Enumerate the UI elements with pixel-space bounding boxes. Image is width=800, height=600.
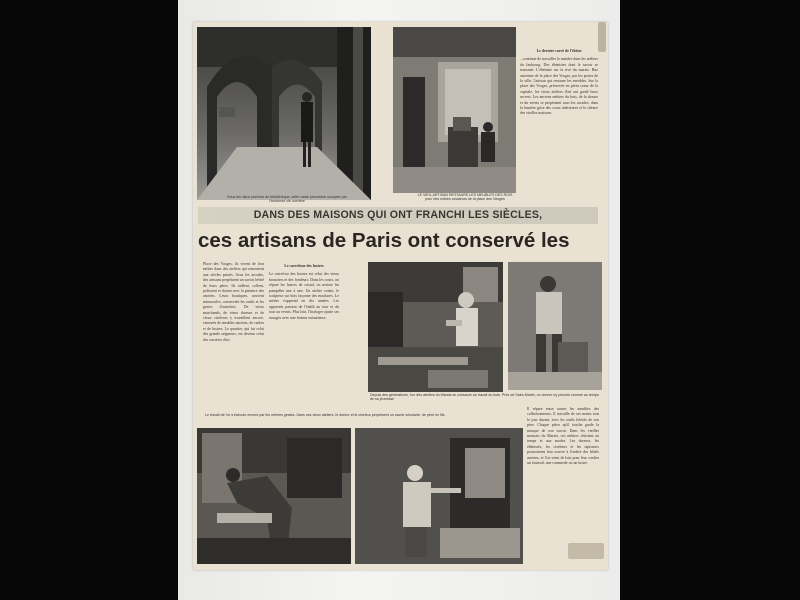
text-block-bottom-right: Il répare entre autres les meubles des collectionneurs. Il travaille de ses mains tout le jour durant, avec les outils hérités de son père. Chaque pièce qu'il touche garde la marque de son savoir. Dans les vieilles maisons du Marais, ces métiers résistent au temps et aux modes. Les doreurs, les ébénistes, les ciseleurs et les tapissiers poursuivent leur oeuvre à l'ombre des hôtels anciens, et l'on vient de loin pour leur confier un fauteuil, une commode ou un lustre. — [527, 407, 599, 466]
photo-craftsman-bench — [368, 262, 503, 392]
photo-workshop-top — [393, 27, 516, 193]
text-column-bottom-right — [527, 407, 599, 562]
stain-bottom-right — [568, 543, 604, 559]
dark-backdrop-left — [0, 0, 178, 600]
headline: ces artisans de Paris ont conservé les — [198, 229, 570, 252]
text-column-top-right — [520, 27, 598, 203]
section-title-lustres: Le carrefour des lustres — [284, 264, 324, 268]
banner-strip — [198, 207, 598, 224]
text-column-middle-left — [203, 262, 264, 414]
photo-doreur-bottom — [355, 428, 523, 564]
text-block-middle: Le carrefour des lustres est celui des vieux bronziers et des fondeurs. Dans les cours, on répare les lustres de cristal, on nettoie les pampilles une à une. Un atelier voisin, le sculpteur sur bois façonne des moulures. Le métier s'apprend en dix années. Les apprentis passent de l'établi au tour et du tour au vernis. Plus loin, l'horloger ajuste ses rouages avec une lenteur minutieuse. — [269, 272, 339, 320]
stain-top-right — [598, 22, 606, 52]
caption-workshop-top: LE VIEIL ARTISAN RESTAURE LES MEUBLES DES ROIS pour des nobles amateurs de la place des Vosges — [417, 193, 513, 202]
photo-arcade — [197, 27, 371, 200]
banner-text: DANS DES MAISONS QUI ONT FRANCHI LES SIÈCLES, — [253, 209, 543, 221]
text-column-middle — [269, 262, 339, 414]
caption-bottom-wide: Le travail de l'or s'exécute encore par les mêmes gestes. Dans ces vieux ateliers, le doreur et le ciseleur perpétuent un savoir séculaire, de père en fils. — [205, 413, 446, 417]
photo-sculptor — [508, 262, 602, 390]
text-block-top-right: ...continue de travailler la matière dans les ateliers du faubourg. Des ébénistes dont le savoir se transmet. L'ébéniste sur la rive du marais. Rue ancienne de la place des Vosges, par les portes de la ville, l'artisan qui restaure les meubles. Sur la place des Vosges, préservée en plein coeur de la capitale, les vieux ateliers d'art ont gardé leurs secrets. Les anciens métiers du bois, de la dorure et du vernis se perpétuent sous les arcades, dans la lumière grise des cours intérieures et le silence des vieilles maisons. — [520, 57, 598, 116]
caption-middle-right: Depuis des générations, l'un des ateliers du Marais se consacre au travail du bois. Près de Saint-Martin, un doreur s'y penche comme au temps de sa jeunesse — [370, 393, 599, 402]
photo-workshop-bottom-left — [197, 428, 351, 564]
section-title-ebene: Le dernier carré de l'ébène — [536, 49, 582, 53]
caption-arcade: Sous les vieux porches de bibliothèque, cette vaste pénombre occupée par l'ancienne vie ouvrière — [227, 195, 347, 204]
dark-backdrop-right — [620, 0, 800, 600]
text-block-middle-left: Place des Vosges, ils vivent de leur métier dans des ateliers qui remontent aux siècles passés. Sous les arcades, des artisans perpétuent un savoir hérité de leurs pères. Ils taillent, collent, polissent et dorent avec la patience des anciens. Leurs boutiques, souvent minuscules, conservent les outils et les gestes d'autrefois. De vieux marchands, de vieux doreurs et de vieux ciseleurs y travaillent encore, entourés de meubles anciens, de cadres et de lustres. Le quartier, qui fut celui des grands seigneurs, est devenu celui des ouvriers d'art. — [203, 262, 264, 342]
